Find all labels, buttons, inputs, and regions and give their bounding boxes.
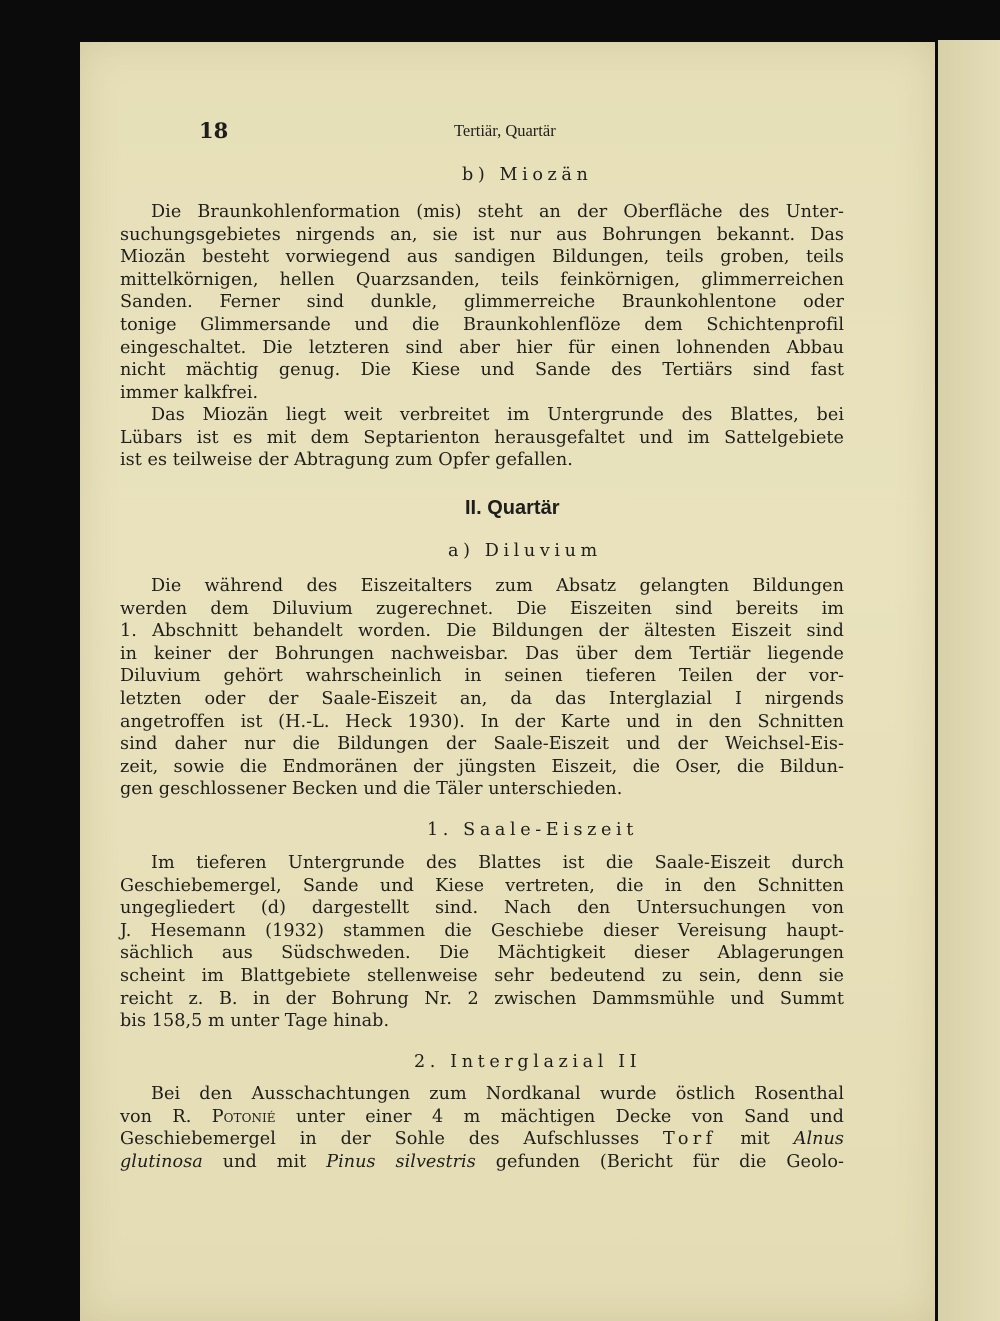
heading-quartaer: II. Quartär xyxy=(465,497,560,519)
text-line: sächlich aus Südschweden. Die Mächtigkeit dieser Ablagerungen xyxy=(120,943,844,964)
page-number: 18 xyxy=(199,118,229,143)
text-line: eingeschaltet. Die letzteren sind aber hier für einen lohnenden Abbau xyxy=(120,337,844,358)
text-line: tonige Glimmersande und die Braunkohlenflöze dem Schichtenprofil xyxy=(120,314,844,335)
heading-miozaen: b) Miozän xyxy=(462,165,593,185)
text-line: J. Hesemann (1932) stammen die Geschiebe dieser Vereisung haupt- xyxy=(120,920,844,941)
running-title: Tertiär, Quartär xyxy=(454,121,556,140)
text-line: Sanden. Ferner sind dunkle, glimmerreiche Braunkohlentone oder xyxy=(120,292,844,313)
paragraph-interglazial xyxy=(120,1083,844,1173)
text-line xyxy=(120,1106,844,1129)
species-name: glutinosa xyxy=(120,1151,203,1172)
species-name: Pinus silvestris xyxy=(326,1151,476,1172)
text-line: scheint im Blattgebiete stellenweise sehr bedeutend zu sein, denn sie xyxy=(120,965,844,986)
facing-page-edge xyxy=(938,40,1000,1321)
text-line: Geschiebemergel, Sande und Kiese vertreten, die in den Schnitten xyxy=(120,875,844,896)
text-line: angetroffen ist (H.-L. Heck 1930). In der Karte und in den Schnitten xyxy=(120,711,844,732)
text-line: suchungsgebietes nirgends an, sie ist nur aus Bohrungen bekannt. Das xyxy=(120,224,844,245)
heading-saale-eiszeit: 1. Saale-Eiszeit xyxy=(427,820,638,840)
text-line: in keiner der Bohrungen nachweisbar. Das über dem Tertiär liegende xyxy=(120,643,844,664)
heading-diluvium: a) Diluvium xyxy=(448,541,602,561)
text-line: Miozän besteht vorwiegend aus sandigen Bildungen, teils groben, teils xyxy=(120,247,844,268)
text-line: werden dem Diluvium zugerechnet. Die Eiszeiten sind bereits im xyxy=(120,598,844,619)
text-fragment: gefunden (Bericht für die Geolo- xyxy=(495,1151,844,1172)
text-line: Im tieferen Untergrunde des Blattes ist die Saale-Eiszeit durch xyxy=(151,853,844,873)
text-line xyxy=(120,1151,844,1174)
text-line: letzten oder der Saale-Eiszeit an, da das Interglazial I nirgends xyxy=(120,688,844,709)
text-fragment: von R. xyxy=(120,1106,192,1127)
text-line: Die Braunkohlenformation (mis) steht an der Oberfläche des Unter- xyxy=(151,202,844,222)
author-name: Potonié xyxy=(211,1106,276,1127)
text-line: zeit, sowie die Endmoränen der jüngsten Eiszeit, die Oser, die Bildun- xyxy=(120,756,844,777)
text-line: Das Miozän liegt weit verbreitet im Untergrunde des Blattes, bei xyxy=(151,405,844,425)
paragraph-diluvium xyxy=(120,575,844,801)
text-line: Diluvium gehört wahrscheinlich in seinen tieferen Teilen der vor- xyxy=(120,666,844,687)
text-fragment: und mit xyxy=(222,1151,307,1172)
text-line: bis 158,5 m unter Tage hinab. xyxy=(120,1011,390,1032)
text-line: Die während des Eiszeitalters zum Absatz gelangten Bildungen xyxy=(151,576,844,596)
text-fragment: mit xyxy=(740,1129,770,1150)
paragraph-saale-eiszeit xyxy=(120,852,844,1033)
heading-interglazial: 2. Interglazial II xyxy=(414,1052,642,1072)
text-fragment: Geschiebemergel in der Sohle des Aufschlusses xyxy=(120,1129,640,1150)
species-name: Alnus xyxy=(793,1129,844,1150)
text-line xyxy=(120,1128,844,1151)
text-line: ist es teilweise der Abtragung zum Opfer gefallen. xyxy=(120,450,573,471)
text-line: immer kalkfrei. xyxy=(120,382,259,403)
text-line: reicht z. B. in der Bohrung Nr. 2 zwischen Dammsmühle und Summt xyxy=(120,988,844,1009)
paragraph-miozaen-1 xyxy=(120,201,844,404)
text-line: gen geschlossener Becken und die Täler unterschieden. xyxy=(120,779,623,800)
text-line: sind daher nur die Bildungen der Saale-Eiszeit und der Weichsel-Eis- xyxy=(120,734,844,755)
text-line: Lübars ist es mit dem Septarienton herausgefaltet und im Sattelgebiete xyxy=(120,427,844,448)
text-line: nicht mächtig genug. Die Kiese und Sande des Tertiärs sind fast xyxy=(120,360,844,381)
paragraph-miozaen-2 xyxy=(120,404,844,472)
text-line: 1. Abschnitt behandelt worden. Die Bildungen der ältesten Eiszeit sind xyxy=(120,621,844,642)
text-line: ungegliedert (d) dargestellt sind. Nach den Untersuchungen von xyxy=(120,898,844,919)
text-line: mittelkörnigen, hellen Quarzsanden, teils feinkörnigen, glimmerreichen xyxy=(120,269,844,290)
text-fragment: unter einer 4 m mächtigen Decke von Sand und xyxy=(296,1106,844,1127)
spaced-term: Torf xyxy=(663,1129,717,1150)
text-line: Bei den Ausschachtungen zum Nordkanal wurde östlich Rosenthal xyxy=(151,1084,844,1104)
